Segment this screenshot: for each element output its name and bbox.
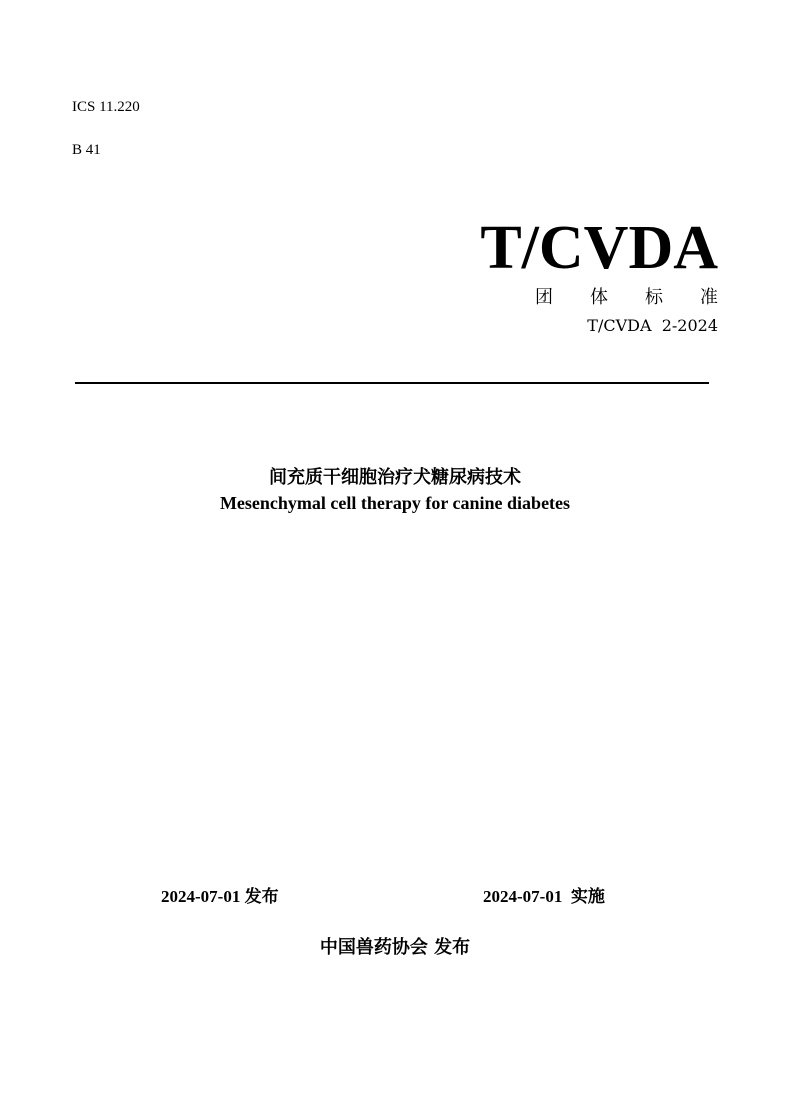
implement-date-line	[483, 886, 605, 908]
issue-label: 发布	[244, 887, 279, 907]
ics-code: ICS 11.220	[72, 99, 140, 115]
standard-number: T/CVDA 2-2024	[587, 316, 718, 335]
document-title-cn: 间充质干细胞治疗犬糖尿病技术	[269, 467, 521, 488]
issue-date-line	[161, 886, 279, 908]
document-title-en: Mesenchymal cell therapy for canine diabetes	[219, 493, 571, 513]
implement-date: 2024-07-01	[483, 887, 563, 906]
header-divider	[75, 382, 709, 384]
standard-org-logo: T/CVDA	[480, 214, 718, 282]
implement-label: 实施	[570, 887, 605, 907]
publisher-label: 发布	[434, 937, 471, 958]
publisher-line	[0, 937, 790, 959]
publisher-name: 中国兽药协会	[319, 937, 428, 958]
standard-type: 团体标准	[535, 287, 755, 308]
ccs-code: B 41	[72, 142, 101, 158]
issue-date: 2024-07-01	[161, 887, 241, 906]
